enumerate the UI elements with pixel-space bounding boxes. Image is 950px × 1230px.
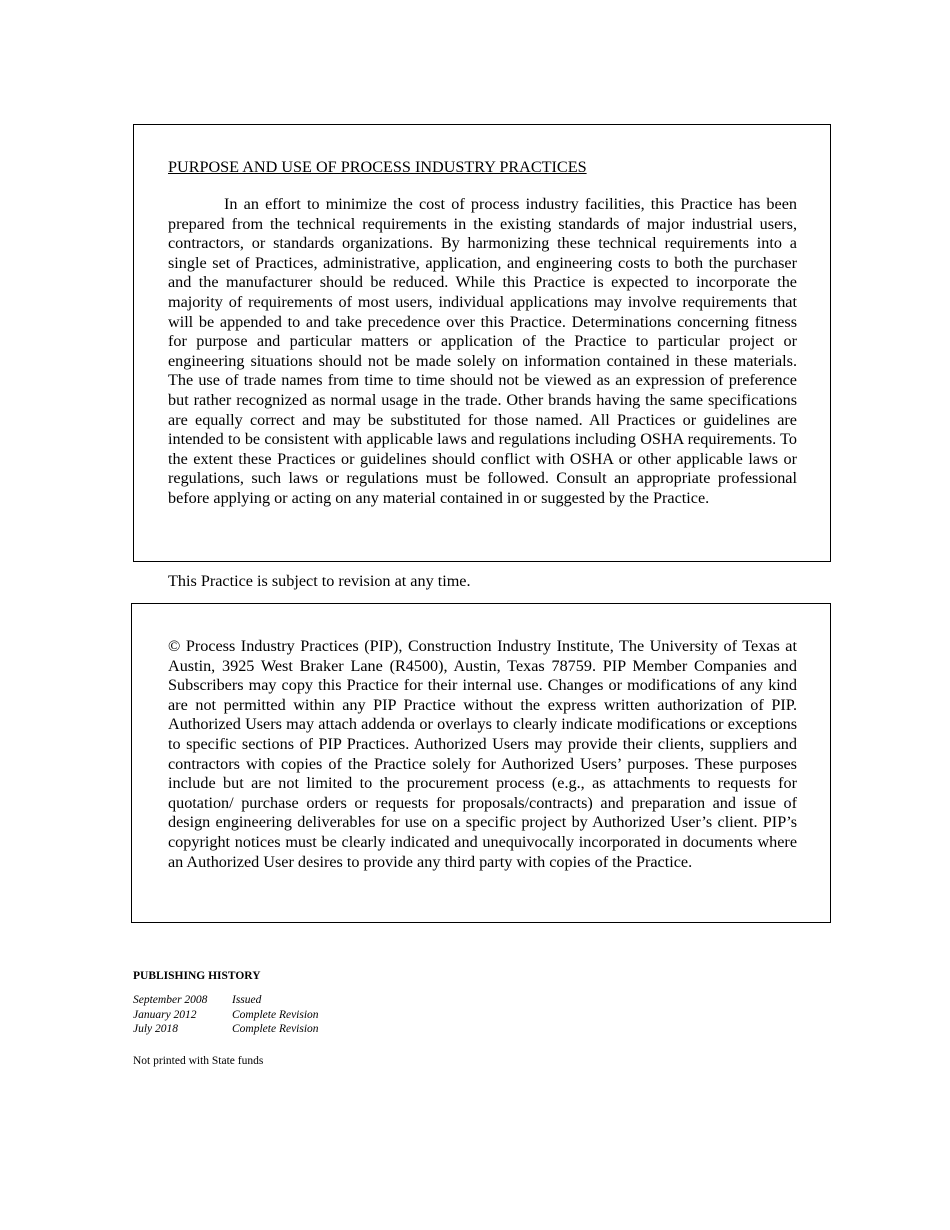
purpose-paragraph: In an effort to minimize the cost of process industry facilities, this Practice has been prepared from the technical requirements in the existing standards of major industrial users, contractors, or standards organizations. By harmonizing these technical requirements into a single set of Practices, administrative, application, and engineering costs to both the purchaser and the manufacturer should be reduced. While this Practice is expected to incorporate the majority of requirements of most users, individual applications may involve requirements that will be appended to and take precedence over this Practice. Determinations concerning fitness for purpose and particular matters or application of the Practice to particular project or engineering situations should not be made solely on information contained in these materials. The use of trade names from time to time should not be viewed as an expression of preference but rather recognized as normal usage in the trade. Other brands having the same specifications are equally correct and may be substituted for those named. All Practices or guidelines are intended to be consistent with applicable laws and regulations including OSHA requirements. To the extent these Practices or guidelines should conflict with OSHA or other applicable laws or regulations, such laws or regulations must be followed. Consult an appropriate professional before applying or acting on any material contained in or suggested by the Practice. <box>168 195 797 507</box>
history-action: Complete Revision <box>232 1008 319 1021</box>
copyright-paragraph: © Process Industry Practices (PIP), Construction Industry Institute, The University of Texas at Austin, 3925 West Braker Lane (R4500), Austin, Texas 78759. PIP Member Companies and Subscribers may copy this Practice for their internal use. Changes or modifications of any kind are not permitted within any PIP Practice without the express written authorization of PIP. Authorized Users may attach addenda or overlays to clearly indicate modifications or exceptions to specific sections of PIP Practices. Authorized Users may provide their clients, suppliers and contractors with copies of the Practice solely for Authorized Users’ purposes. These purposes include but are not limited to the procurement process (e.g., as attachments to requests for quotation/ purchase orders or requests for proposals/contracts) and preparation and issue of design engineering deliverables for use on a specific project by Authorized User’s client. PIP’s copyright notices must be clearly indicated and unequivocally incorporated in documents where an Authorized User desires to provide any third party with copies of the Practice. <box>168 637 797 871</box>
history-action: Complete Revision <box>232 1023 319 1035</box>
purpose-heading: PURPOSE AND USE OF PROCESS INDUSTRY PRACTICES <box>168 158 587 176</box>
history-date: September 2008 <box>133 994 208 1006</box>
history-entry <box>133 993 319 1008</box>
history-date: January 2012 <box>133 1008 197 1021</box>
revision-note: This Practice is subject to revision at any time. <box>168 572 471 590</box>
funds-note: Not printed with State funds <box>133 1055 264 1067</box>
publishing-history-list <box>133 993 319 1037</box>
purpose-section-box <box>133 124 831 562</box>
history-entry <box>133 1008 319 1023</box>
history-entry <box>133 1022 319 1037</box>
copyright-section-box <box>131 603 831 923</box>
history-action: Issued <box>232 994 262 1006</box>
history-date: July 2018 <box>133 1023 179 1035</box>
publishing-history-title: PUBLISHING HISTORY <box>133 970 261 982</box>
